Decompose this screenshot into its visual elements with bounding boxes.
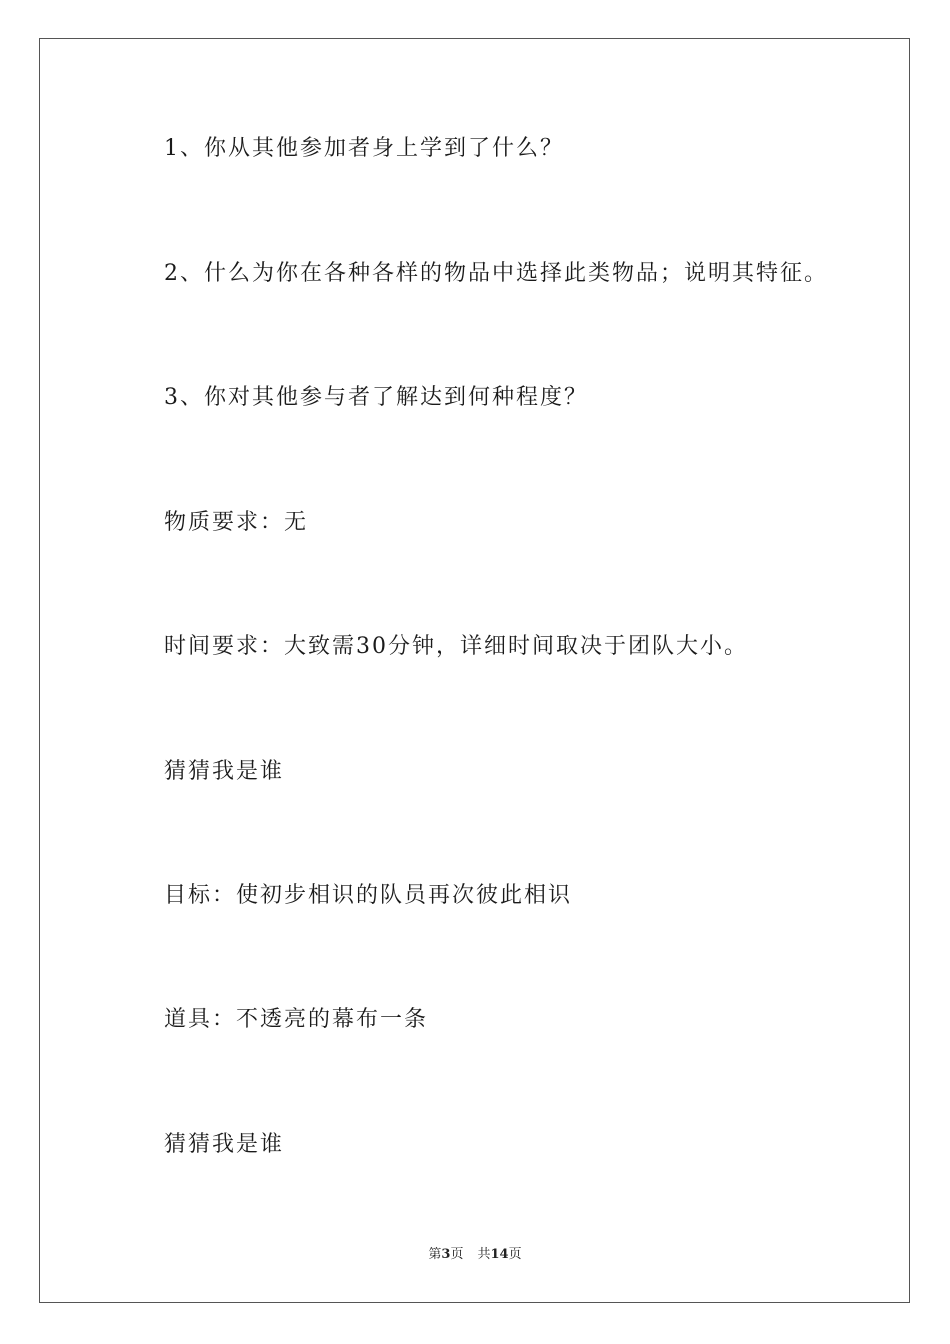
paragraph-goal: 目标：使初步相识的队员再次彼此相识	[164, 883, 573, 908]
total-pages-number: 14	[490, 1247, 509, 1262]
paragraph-question-1: 1、你从其他参加者身上学到了什么？	[164, 136, 564, 161]
current-page-number: 3	[441, 1247, 451, 1262]
section-heading-guess-who: 猜猜我是谁	[164, 759, 285, 784]
paragraph-props: 道具：不透亮的幕布一条	[164, 1007, 429, 1032]
paragraph-material-requirement: 物质要求：无	[164, 510, 309, 535]
paragraph-question-3: 3、你对其他参与者了解达到何种程度？	[164, 385, 588, 410]
paragraph-time-requirement: 时间要求：大致需30分钟，详细时间取决于团队大小。	[164, 634, 748, 659]
total-suffix: 页	[508, 1247, 522, 1262]
page-footer	[0, 1246, 950, 1264]
page-prefix: 第	[428, 1247, 442, 1262]
page-border	[39, 38, 910, 1303]
section-heading-guess-who-repeat: 猜猜我是谁	[164, 1132, 285, 1157]
page-suffix: 页	[450, 1247, 464, 1262]
paragraph-question-2: 2、什么为你在各种各样的物品中选择此类物品；说明其特征。	[164, 261, 828, 286]
total-prefix: 共	[477, 1247, 491, 1262]
